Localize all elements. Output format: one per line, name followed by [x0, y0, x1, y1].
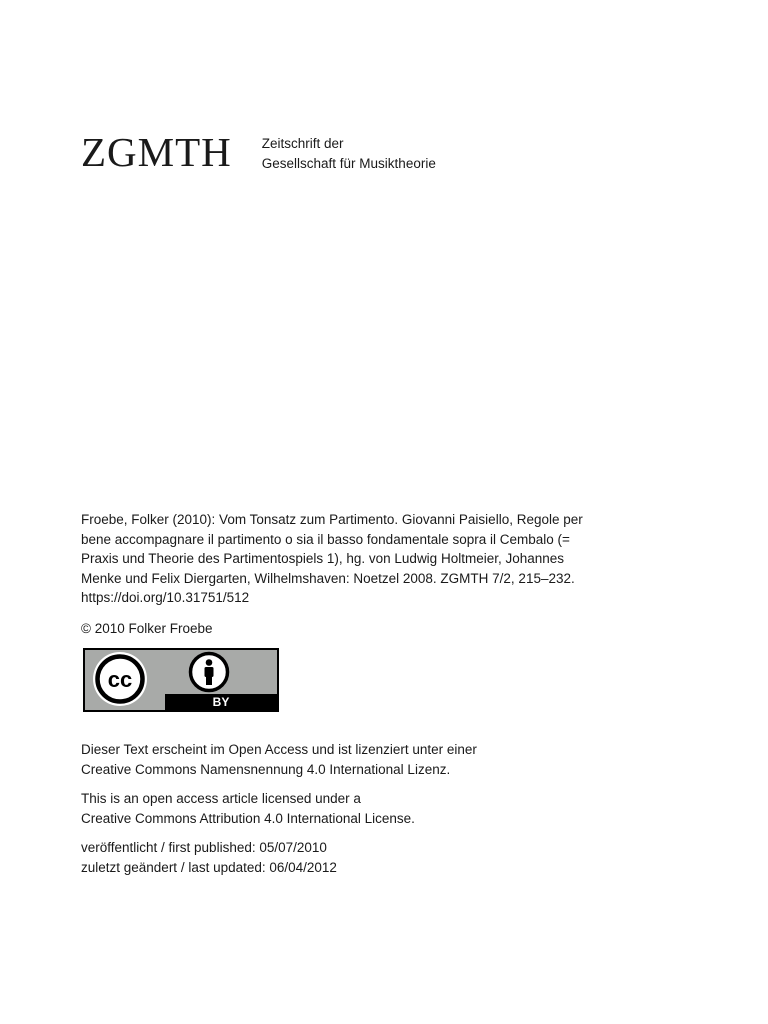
- license-de-line-1: Dieser Text erscheint im Open Access und ist lizenziert unter einer: [81, 742, 477, 757]
- license-text-english: [81, 789, 691, 828]
- license-de-line-2[interactable]: Creative Commons Namensnennung 4.0 International Lizenz.: [81, 761, 451, 777]
- citation-line-4: Menke und Felix Diergarten, Wilhelmshaven: Noetzel 2008. ZGMTH 7/2, 215–232.: [81, 570, 575, 586]
- last-updated-date: zuletzt geändert / last updated: 06/04/2012: [81, 859, 337, 875]
- subtitle-line-1: Zeitschrift der: [261, 136, 344, 151]
- masthead: [81, 130, 436, 174]
- citation-line-1: Froebe, Folker (2010): Vom Tonsatz zum Partimento. Giovanni Paisiello, Regole per: [81, 512, 583, 527]
- cc-by-label: BY: [165, 694, 277, 710]
- first-published-date: veröffentlicht / first published: 05/07/2010: [81, 840, 327, 855]
- publication-dates: [81, 838, 691, 877]
- copyright-notice: © 2010 Folker Froebe: [81, 620, 213, 636]
- citation-line-2: bene accompagnare il partimento o sia il basso fondamentale sopra il Cembalo (=: [81, 531, 570, 547]
- license-text-german: [81, 740, 691, 779]
- attribution-person-icon: [191, 654, 228, 691]
- cc-icon: [93, 652, 147, 706]
- subtitle-line-2: Gesellschaft für Musiktheorie: [261, 156, 436, 171]
- journal-subtitle: [262, 130, 436, 174]
- doi-link[interactable]: https://doi.org/10.31751/512: [81, 590, 250, 605]
- license-en-line-1: This is an open access article licensed under a: [81, 791, 361, 806]
- license-en-line-2[interactable]: Creative Commons Attribution 4.0 International License.: [81, 810, 415, 826]
- citation: [81, 510, 691, 608]
- journal-logo: ZGMTH: [81, 129, 232, 175]
- citation-line-3: Praxis und Theorie des Partimentospiels 1), hg. von Ludwig Holtmeier, Johannes: [81, 551, 565, 566]
- svg-text:cc: cc: [107, 667, 133, 692]
- article-info: [81, 510, 691, 887]
- cc-by-license-badge[interactable]: [83, 648, 279, 712]
